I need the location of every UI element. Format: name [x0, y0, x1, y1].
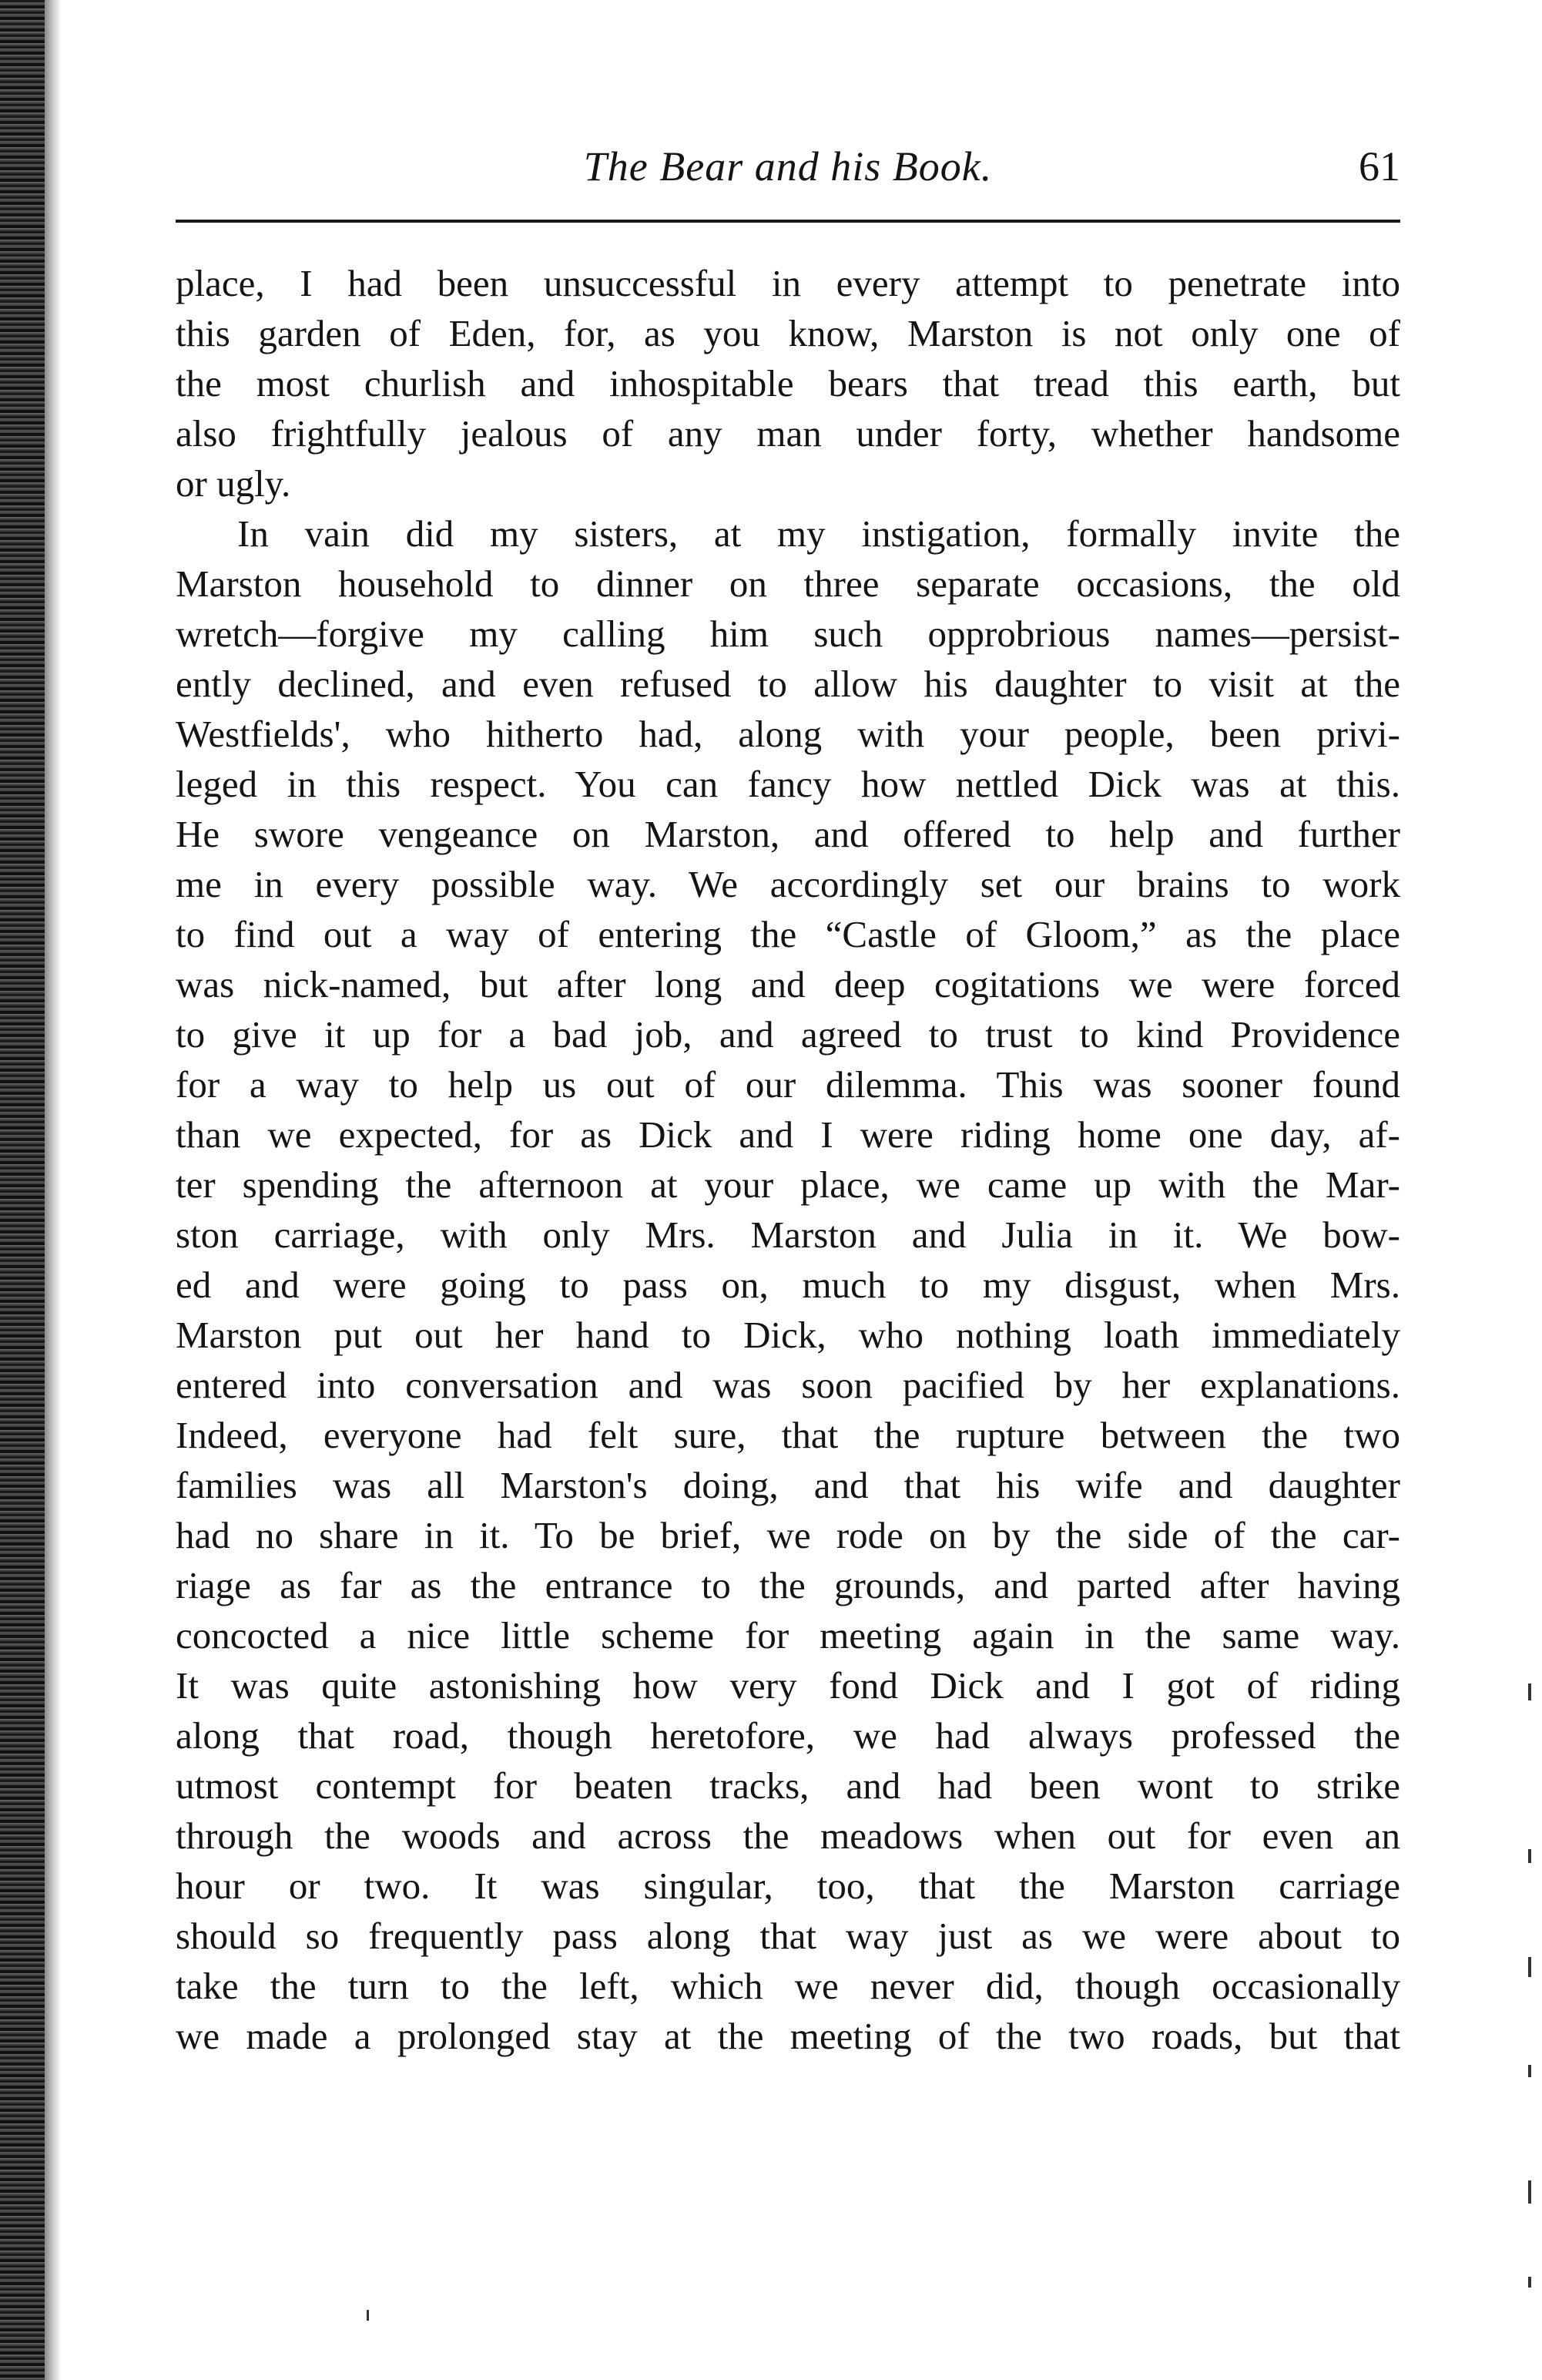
- text-line: we made a prolonged stay at the meeting of the two roads, but that: [176, 2015, 1400, 2057]
- text-line: for a way to help us out of our dilemma. This was sooner found: [176, 1063, 1400, 1106]
- text-line: the most churlish and inhospitable bears that tread this earth, but: [176, 362, 1400, 404]
- text-line: along that road, though heretofore, we had always professed the: [176, 1714, 1400, 1757]
- page-edge-mark: [1528, 2065, 1531, 2077]
- text-line: entered into conversation and was soon pacified by her explanations.: [176, 1364, 1400, 1406]
- page-edge-mark: [1528, 1849, 1531, 1863]
- text-line: had no share in it. To be brief, we rode on by the side of the car-: [176, 1514, 1400, 1556]
- page-edge-mark: [1528, 2277, 1531, 2288]
- book-spine-edge: [0, 0, 45, 2380]
- book-gutter-shadow: [45, 0, 62, 2380]
- page-number: 61: [1359, 143, 1400, 190]
- text-line: me in every possible way. We accordingly set our brains to work: [176, 863, 1400, 905]
- running-title: The Bear and his Book.: [583, 143, 993, 190]
- text-line: also frightfully jealous of any man under forty, whether handsome: [176, 412, 1400, 455]
- text-line: Westfields', who hitherto had, along with your people, been privi-: [176, 713, 1400, 755]
- text-line: ed and were going to pass on, much to my disgust, when Mrs.: [176, 1264, 1400, 1306]
- text-line: families was all Marston's doing, and that his wife and daughter: [176, 1464, 1400, 1506]
- text-line: wretch—forgive my calling him such opprobrious names—persist-: [176, 613, 1400, 655]
- text-line: to find out a way of entering the “Castle of Gloom,” as the place: [176, 913, 1400, 955]
- text-line: He swore vengeance on Marston, and offered to help and further: [176, 813, 1400, 855]
- text-line: ter spending the afternoon at your place, we came up with the Mar-: [176, 1163, 1400, 1206]
- page-edge-mark: [1528, 2180, 1531, 2204]
- text-line: It was quite astonishing how very fond Dick and I got of riding: [176, 1664, 1400, 1707]
- text-line: to give it up for a bad job, and agreed to trust to kind Providence: [176, 1013, 1400, 1056]
- header-rule: [176, 220, 1400, 223]
- text-line: ently declined, and even refused to allow his daughter to visit at the: [176, 663, 1400, 705]
- text-line: place, I had been unsuccessful in every attempt to penetrate into: [176, 262, 1400, 304]
- text-line: should so frequently pass along that way just as we were about to: [176, 1915, 1400, 1957]
- text-line: was nick-named, but after long and deep cogitations we were forced: [176, 963, 1400, 1005]
- text-line: utmost contempt for beaten tracks, and had been wont to strike: [176, 1764, 1400, 1807]
- text-line: than we expected, for as Dick and I were riding home one day, af-: [176, 1113, 1400, 1156]
- text-line: through the woods and across the meadows when out for even an: [176, 1814, 1400, 1857]
- text-line: Marston household to dinner on three separate occasions, the old: [176, 562, 1400, 605]
- text-line: Indeed, everyone had felt sure, that the rupture between the two: [176, 1414, 1400, 1456]
- text-line: this garden of Eden, for, as you know, Marston is not only one of: [176, 312, 1400, 354]
- body-text: [176, 258, 1400, 2061]
- page-header: [176, 143, 1400, 204]
- text-line: take the turn to the left, which we never did, though occasionally: [176, 1965, 1400, 2007]
- text-line: ston carriage, with only Mrs. Marston and Julia in it. We bow-: [176, 1213, 1400, 1256]
- page-edge-mark: [1528, 1957, 1531, 1977]
- text-line: concocted a nice little scheme for meeting again in the same way.: [176, 1614, 1400, 1657]
- text-line: leged in this respect. You can fancy how nettled Dick was at this.: [176, 763, 1400, 805]
- printer-mark: [367, 2310, 369, 2321]
- text-line: Marston put out her hand to Dick, who nothing loath immediately: [176, 1314, 1400, 1356]
- text-line: or ugly.: [176, 462, 291, 505]
- text-line: hour or two. It was singular, too, that the Marston carriage: [176, 1865, 1400, 1907]
- text-line: riage as far as the entrance to the grounds, and parted after having: [176, 1564, 1400, 1606]
- text-line: In vain did my sisters, at my instigation, formally invite the: [237, 512, 1400, 555]
- page-edge-mark: [1528, 1683, 1531, 1700]
